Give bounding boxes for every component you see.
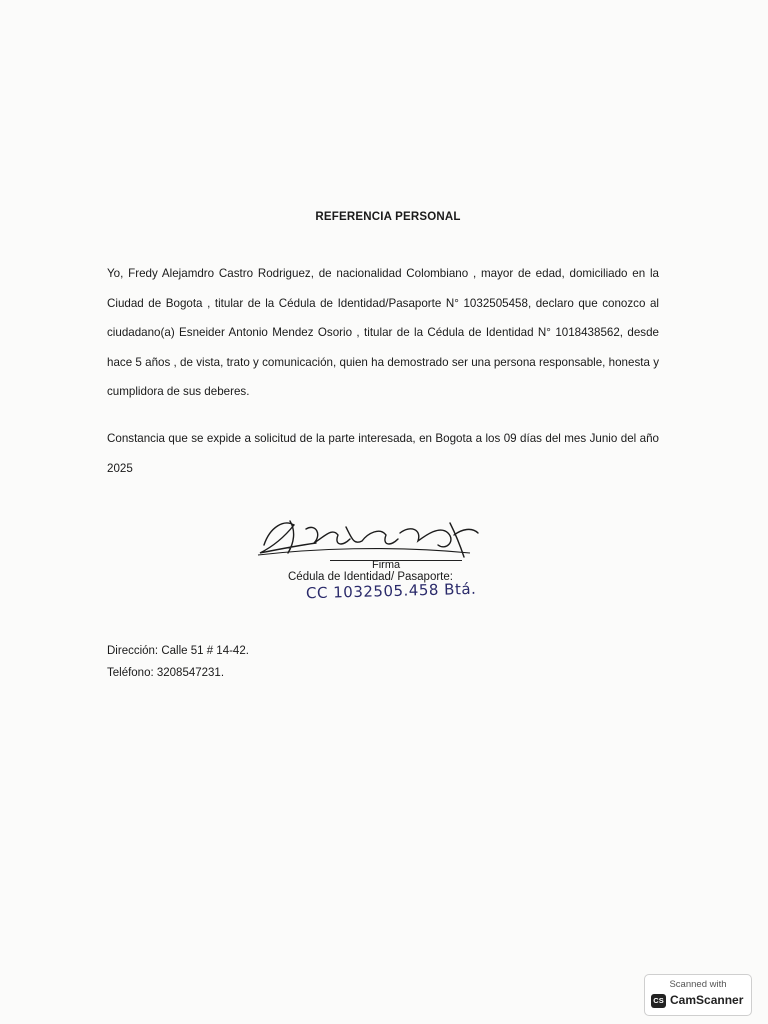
- address-line: Dirección: Calle 51 # 14-42.: [107, 645, 249, 657]
- handwritten-signature: [250, 505, 540, 565]
- scanned-with-label: Scanned with: [669, 979, 727, 990]
- cedula-label: Cédula de Identidad/ Pasaporte:: [288, 571, 453, 583]
- handwritten-id-number: CC 1032505.458 Btá.: [305, 579, 477, 603]
- signature-block: [250, 505, 540, 615]
- constancia-paragraph: Constancia que se expide a solicitud de la parte interesada, en Bogota a los 09 días del mes Junio del año 2025: [107, 432, 659, 475]
- firma-label: Firma: [372, 559, 401, 571]
- reference-paragraph: Yo, Fredy Alejamdro Castro Rodriguez, de nacionalidad Colombiano , mayor de edad, domiciliado en la Ciudad de Bogota , titular de la Cédula de Identidad/Pasaporte N° 1032505458, declaro que conozco al ciudadano(a) Esneider Antonio Mendez Osorio , titular de la Cédula de Identidad N° 1018438562, desde hace 5 años , de vista, trato y comunicación, quien ha demostrado ser una persona responsable, honesta y cumplidora de sus deberes.: [107, 267, 659, 398]
- camscanner-logo-icon: CS: [651, 994, 666, 1008]
- camscanner-badge: [644, 974, 752, 1016]
- camscanner-name: CamScanner: [670, 993, 744, 1007]
- document-title: REFERENCIA PERSONAL: [315, 211, 461, 223]
- phone-line: Teléfono: 3208547231.: [107, 667, 225, 679]
